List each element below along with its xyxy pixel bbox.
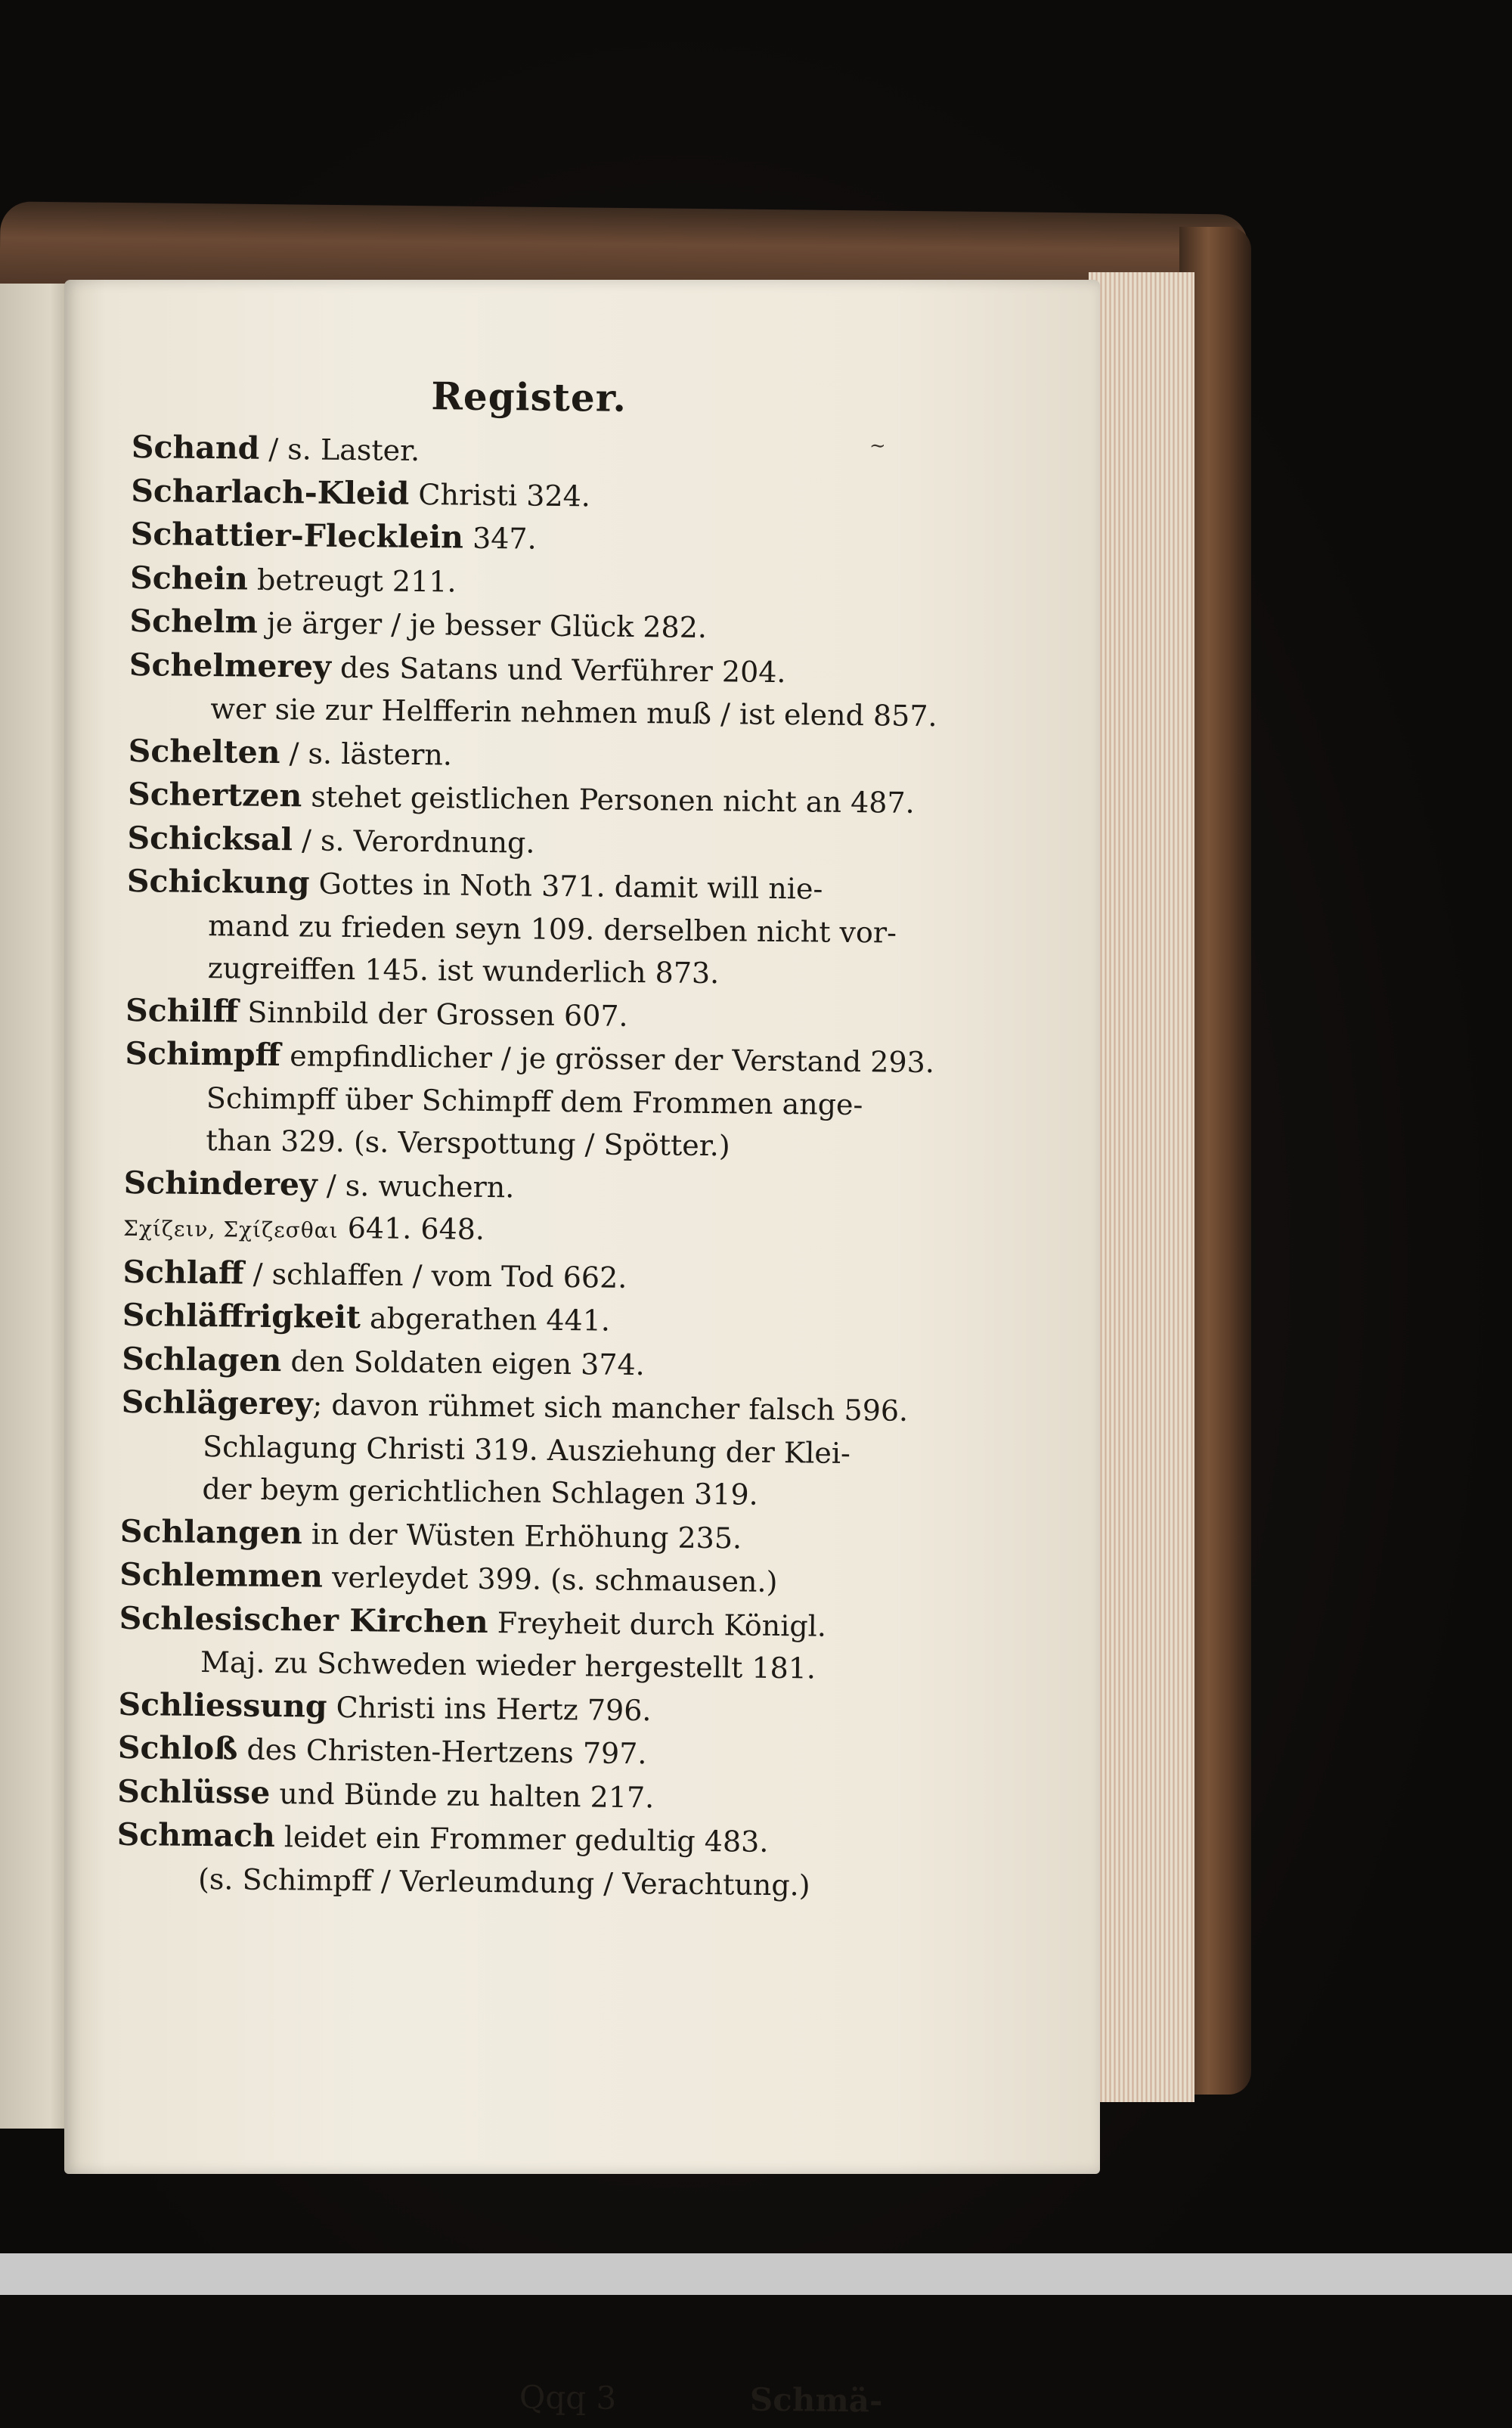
entry-text: Christi 324. — [409, 477, 591, 513]
entry-headword: Schinderey — [123, 1164, 318, 1203]
entry-text: than 329. (s. Verspottung / Spötter.) — [206, 1124, 730, 1163]
running-head: Register. — [431, 374, 627, 420]
entry-text: betreugt 211. — [247, 563, 457, 599]
page-fore-edge — [1089, 272, 1194, 2102]
entry-text: mand zu frieden seyn 109. derselben nicht vor- — [208, 908, 897, 950]
entry-text: Sinnbild der Grossen 607. — [238, 995, 628, 1033]
entry-headword: Schlüsse — [117, 1772, 271, 1811]
entry-headword: Schimpff — [125, 1034, 281, 1074]
entry-headword: Schertzen — [127, 775, 302, 814]
entry-text: empfindlicher / je grösser der Verstand 293. — [280, 1039, 935, 1080]
entry-text: Freyheit durch Königl. — [488, 1605, 827, 1643]
entry-headword: Schlägerey — [121, 1383, 313, 1422]
signature-mark: Qqq 3 — [519, 2378, 617, 2417]
entry-text: den Soldaten eigen 374. — [281, 1344, 646, 1381]
entry-text: Christi ins Hertz 796. — [327, 1690, 652, 1727]
entry-text: Gottes in Noth 371. damit will nie- — [309, 867, 823, 906]
entry-text: wer sie zur Helfferin nehmen muß / ist elend 857. — [210, 692, 937, 733]
entry-text: Schimpff über Schimpff dem Frommen ange- — [206, 1081, 863, 1121]
facing-page-edge — [0, 284, 72, 2129]
entry-continuation — [116, 1856, 911, 1907]
entry-text: 641. 648. — [338, 1211, 485, 1246]
entry-text: / s. Laster. — [259, 432, 420, 467]
register-entry — [119, 1553, 914, 1605]
entry-text: / s. lästern. — [280, 736, 453, 771]
register-entry — [122, 1294, 917, 1345]
entry-headword: Schläffrigkeit — [122, 1296, 361, 1336]
entry-continuation — [125, 946, 920, 997]
register-entry — [116, 1813, 911, 1865]
entry-text: / s. wuchern. — [317, 1168, 515, 1204]
entry-headword: Schlangen — [119, 1512, 303, 1551]
entry-headword: Schicksal — [127, 819, 293, 857]
entry-headword: Schand — [131, 428, 260, 467]
entry-text: / schlaffen / vom Tod 662. — [243, 1257, 627, 1295]
show-through-mark: ~ — [869, 434, 886, 457]
register-entry — [130, 513, 925, 564]
entry-text: leidet ein Frommer gedultig 483. — [274, 1820, 769, 1859]
entry-headword: Schlaff — [122, 1253, 244, 1292]
entry-continuation — [129, 687, 937, 737]
entry-headword: Schliessung — [118, 1685, 327, 1725]
entry-text: abgerathen 441. — [360, 1301, 611, 1338]
entry-continuation — [124, 1118, 919, 1169]
entry-text: Schlagung Christi 319. Ausziehung der Klei- — [202, 1429, 851, 1470]
entry-text: / s. Verordnung. — [292, 823, 535, 860]
entry-text: ; davon rühmet sich mancher falsch 596. — [312, 1388, 909, 1428]
register-entry — [121, 1381, 916, 1432]
register-entry — [123, 1205, 918, 1258]
register-entry — [125, 1032, 935, 1084]
register-text — [116, 371, 937, 2420]
entry-text: in der Wüsten Erhöhung 235. — [302, 1516, 742, 1555]
entry-headword: Schloß — [117, 1729, 238, 1767]
entry-headword: Scharlach-Kleid — [131, 472, 410, 512]
entry-headword: Schattier-Flecklein — [130, 515, 464, 556]
entry-text: Maj. zu Schweden wieder hergestellt 181. — [200, 1645, 816, 1685]
entry-headword: Schein — [129, 559, 249, 597]
entry-headword: Schilff — [125, 991, 239, 1030]
entry-headword: Schickung — [126, 862, 310, 901]
entry-text: verleydet 399. (s. schmausen.) — [322, 1560, 778, 1599]
register-entries — [116, 426, 937, 1908]
register-entry — [129, 600, 924, 651]
entry-text: (s. Schimpff / Verleumdung / Verachtung.) — [197, 1862, 810, 1902]
entry-text: und Bünde zu halten 217. — [270, 1776, 655, 1814]
entry-text: des Satans und Verführer 204. — [330, 650, 786, 689]
entry-headword: Schelten — [128, 732, 280, 771]
greek-term: Σχίζειν, Σχίζεσθαι — [122, 1215, 339, 1243]
entry-headword: Schelm — [129, 602, 259, 640]
register-entry — [118, 1726, 912, 1778]
register-entry — [128, 773, 922, 824]
catchword: Schmä- — [749, 2380, 883, 2420]
entry-text: je ärger / je besser Glück 282. — [257, 606, 708, 644]
entry-headword: Schelmerey — [129, 646, 332, 685]
entry-text: des Christen-Hertzens 797. — [237, 1732, 647, 1771]
entry-headword: Schmach — [116, 1816, 276, 1855]
entry-continuation — [120, 1467, 915, 1518]
entry-continuation — [119, 1640, 913, 1691]
register-entry — [132, 426, 926, 477]
entry-text: zugreiffen 145. ist wunderlich 873. — [207, 951, 720, 991]
entry-headword: Schlagen — [122, 1340, 282, 1378]
entry-text: stehet geistlichen Personen nicht an 487. — [302, 780, 915, 820]
entry-headword: Schlemmen — [119, 1555, 324, 1595]
entry-headword: Schlesischer Kirchen — [119, 1599, 488, 1640]
page-footer — [111, 2374, 906, 2428]
entry-text: 347. — [463, 521, 537, 556]
entry-text: der beym gerichtlichen Schlagen 319. — [202, 1472, 759, 1512]
scan-bottom-bar — [0, 2253, 1512, 2295]
register-entry — [127, 860, 922, 911]
